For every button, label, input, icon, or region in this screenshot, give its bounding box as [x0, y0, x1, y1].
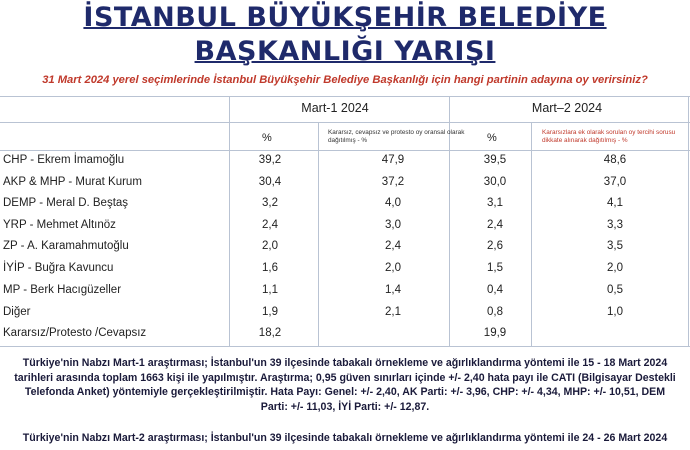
row-value: 2,0: [385, 262, 401, 274]
row-label: Kararsız/Protesto /Cevapsız: [3, 327, 147, 339]
page-title-line-2: BAŞKANLIĞI YARIŞI: [194, 36, 496, 67]
col-pct-2: %: [487, 132, 497, 144]
table-row: [0, 194, 690, 216]
row-label: MP - Berk Hacıgüzeller: [3, 284, 122, 296]
table-row: [0, 303, 690, 325]
group-header-march-2: Mart–2 2024: [531, 101, 603, 115]
methodology-note-march-1: [0, 356, 690, 414]
header-rule: [0, 122, 690, 123]
row-value: 4,1: [607, 197, 623, 209]
row-value: 0,4: [487, 284, 503, 296]
row-value: 30,0: [483, 176, 507, 188]
row-value: 1,4: [385, 284, 401, 296]
table-row: [0, 216, 690, 238]
row-value: 1,1: [262, 284, 278, 296]
row-value: 2,4: [262, 219, 278, 231]
row-value: 3,3: [607, 219, 623, 231]
row-value: 1,0: [607, 306, 623, 318]
table-row: [0, 324, 690, 346]
row-label: İYİP - Buğra Kavuncu: [3, 262, 114, 274]
table-row: [0, 281, 690, 303]
methodology-note-march-2: [0, 431, 690, 446]
col-dist-1: Kararsız, cevapsız ve protesto oy oransal olarak dağıtılmış - %: [328, 129, 465, 144]
row-value: 0,8: [487, 306, 503, 318]
row-value: 18,2: [258, 327, 282, 339]
note-line: Parti: +/- 11,03, İYİ Parti: +/- 12,87.: [260, 400, 430, 413]
row-value: 19,9: [483, 327, 507, 339]
row-value: 4,0: [385, 197, 401, 209]
row-value: 2,4: [487, 219, 503, 231]
row-label: Diğer: [3, 306, 31, 318]
note-line: Telefonda Anket) yöntemiyle gerçekleştirilmiştir. Hata Payı: Genel: +/- 2,40, AK Parti: +/- 3,96, CHP: +/- 4,34, MHP: +/- 10,51, DEM: [24, 386, 666, 398]
col-pct-1: %: [262, 132, 272, 144]
row-value: 0,5: [607, 284, 623, 296]
row-value: 39,2: [258, 154, 282, 166]
note-line: tarihleri arasında toplam 1663 kişi ile yapılmıştır. Araştırma; 0,95 güven sınırları içinde +/- 2,40 hata payı ile CATI (Bilgisayar Destekli: [14, 371, 676, 384]
row-value: 3,2: [262, 197, 278, 209]
table-bottom-rule: [0, 346, 690, 347]
row-value: 2,0: [262, 240, 278, 252]
table-row: [0, 173, 690, 195]
group-header-march-1: Mart-1 2024: [301, 101, 369, 115]
row-value: 3,1: [487, 197, 503, 209]
page-title-line-1: İSTANBUL BÜYÜKŞEHİR BELEDİYE: [83, 2, 607, 33]
row-label: YRP - Mehmet Altınöz: [3, 219, 116, 231]
row-value: 47,9: [381, 154, 405, 166]
note-line: Türkiye'nin Nabzı Mart-1 araştırması; İstanbul'un 39 ilçesinde tabakalı örnekleme ve ağırlıklandırma yöntemi ile 15 - 18 Mart 2024: [22, 357, 668, 369]
row-value: 39,5: [483, 154, 507, 166]
row-value: 2,0: [607, 262, 623, 274]
row-value: 37,0: [603, 176, 627, 188]
row-value: 3,0: [385, 219, 401, 231]
row-value: 37,2: [381, 176, 405, 188]
row-value: 3,5: [607, 240, 623, 252]
row-label: ZP - A. Karamahmutoğlu: [3, 240, 129, 252]
table-row: [0, 259, 690, 281]
table-row: [0, 151, 690, 173]
row-value: 1,6: [262, 262, 278, 274]
col-dist-2: Kararsızlara ek olarak sorulan oy tercihi sorusu dikkate alınarak dağıtılmış - %: [542, 129, 676, 144]
survey-question: 31 Mart 2024 yerel seçimlerinde İstanbul Büyükşehir Belediye Başkanlığı için hangi partinin adayına oy verirsiniz?: [42, 74, 648, 86]
row-label: CHP - Ekrem İmamoğlu: [3, 154, 125, 166]
row-value: 48,6: [603, 154, 627, 166]
row-label: AKP & MHP - Murat Kurum: [3, 176, 142, 188]
table-top-rule: [0, 96, 690, 97]
row-value: 2,4: [385, 240, 401, 252]
row-value: 30,4: [258, 176, 282, 188]
row-value: 1,9: [262, 306, 278, 318]
row-value: 2,1: [385, 306, 401, 318]
row-value: 1,5: [487, 262, 503, 274]
note-line: Türkiye'nin Nabzı Mart-2 araştırması; İstanbul'un 39 ilçesinde tabakalı örnekleme ve ağırlıklandırma yöntemi ile 24 - 26 Mart 2024: [22, 432, 668, 444]
row-value: 2,6: [487, 240, 503, 252]
row-label: DEMP - Meral D. Beştaş: [3, 197, 129, 209]
table-row: [0, 237, 690, 259]
